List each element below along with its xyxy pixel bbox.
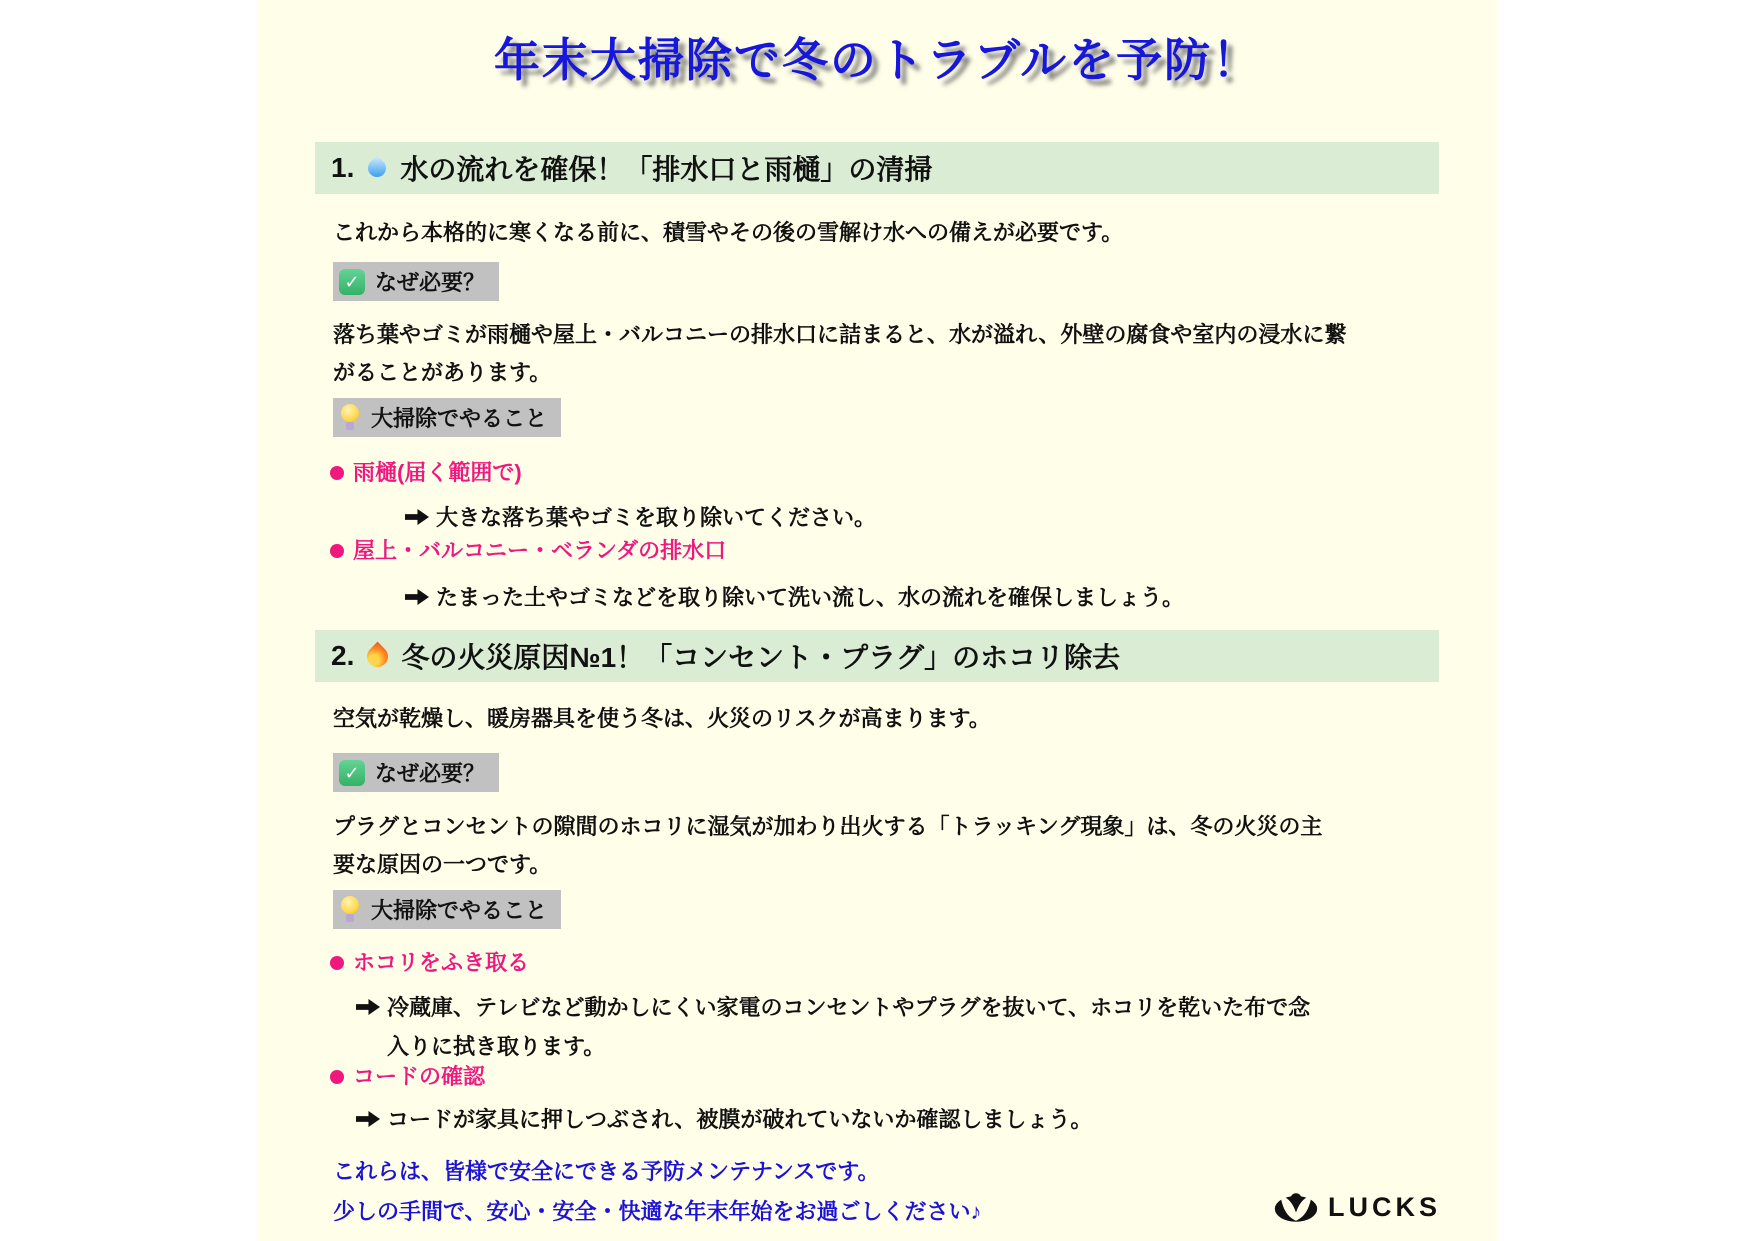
arrow-right-icon [356, 1111, 380, 1127]
company-logo [1273, 1190, 1441, 1224]
page-title: 年末大掃除で冬のトラブルを予防！ [493, 34, 1261, 86]
flyer-panel [257, 0, 1497, 1241]
footer-line-2: 少しの手間で、安心・安全・快適な年末年始をお過ごしください♪ [333, 1199, 982, 1224]
section-2-todo-badge [333, 890, 561, 929]
section-1-why-text: 落ち葉やゴミが雨樋や屋上・バルコニーの排水口に詰まると、水が溢れ、外壁の腐食や室内の浸水に繋がることがあります。 [333, 322, 1347, 385]
section-1-todo-badge [333, 398, 561, 437]
section-2-why-text: プラグとコンセントの隙間のホコリに湿気が加わり出火する「トラッキング現象」は、冬の火災の主要な原因の一つです。 [333, 814, 1323, 877]
section-2-intro: 空気が乾燥し、暖房器具を使う冬は、火災のリスクが高まります。 [333, 706, 991, 731]
item-title-text: 雨樋(届く範囲で) [353, 460, 522, 485]
section-1-heading: 水の流れを確保！「排水口と雨樋」の清掃 [400, 154, 933, 185]
list-item-title [330, 1062, 485, 1092]
check-icon [339, 269, 365, 295]
section-2-header [315, 630, 1439, 682]
section-2-number: 2. [331, 640, 355, 671]
logo-text: LUCKS [1328, 1191, 1441, 1222]
item-action-text: 大きな落ち葉やゴミを取り除いてください。 [436, 505, 877, 530]
section-2-heading: 冬の火災原因№1！「コンセント・プラグ」のホコリ除去 [401, 642, 1121, 673]
bullet-icon [330, 466, 344, 480]
item-action-text: 冷蔵庫、テレビなど動かしにくい家電のコンセントやプラグを抜いて、ホコリを乾いた布で念入りに拭き取ります。 [387, 995, 1311, 1059]
todo-label: 大掃除でやること [371, 406, 548, 431]
arrow-right-icon [405, 589, 429, 605]
section-1-why-badge [333, 262, 499, 301]
check-icon [339, 760, 365, 786]
section-1-header [315, 142, 1439, 194]
section-1-number: 1. [331, 152, 355, 183]
why-label: なぜ必要？ [375, 761, 486, 786]
todo-label: 大掃除でやること [371, 898, 548, 923]
list-item-title [330, 536, 726, 566]
bullet-icon [330, 956, 344, 970]
section-1-intro: これから本格的に寒くなる前に、積雪やその後の雪解け水への備えが必要です。 [333, 220, 1124, 245]
list-item-action [405, 578, 1184, 617]
item-title-text: 屋上・バルコニー・ベランダの排水口 [353, 538, 727, 563]
section-2-why-badge [333, 753, 499, 792]
list-item-title [330, 948, 529, 978]
list-item-action [356, 1100, 1092, 1139]
fire-icon [363, 641, 393, 671]
item-action-text: たまった土やゴミなどを取り除いて洗い流し、水の流れを確保しましょう。 [436, 585, 1185, 610]
bullet-icon [330, 544, 344, 558]
list-item-action [356, 988, 1316, 1066]
footer-line-1: これらは、皆様で安全にできる予防メンテナンスです。 [333, 1159, 880, 1184]
arrow-right-icon [405, 509, 429, 525]
arrow-right-icon [356, 999, 380, 1015]
lucks-logo-icon [1273, 1190, 1319, 1224]
item-title-text: ホコリをふき取る [353, 950, 530, 975]
why-label: なぜ必要？ [375, 270, 486, 295]
list-item-action [405, 498, 876, 537]
footer-message [333, 1152, 982, 1232]
item-title-text: コードの確認 [353, 1064, 486, 1089]
bulb-icon [339, 403, 361, 433]
list-item-title [330, 458, 522, 488]
bullet-icon [330, 1070, 344, 1084]
item-action-text: コードが家具に押しつぶされ、被膜が破れていないか確認しましょう。 [387, 1107, 1093, 1132]
bulb-icon [339, 895, 361, 925]
droplet-icon [365, 155, 390, 180]
